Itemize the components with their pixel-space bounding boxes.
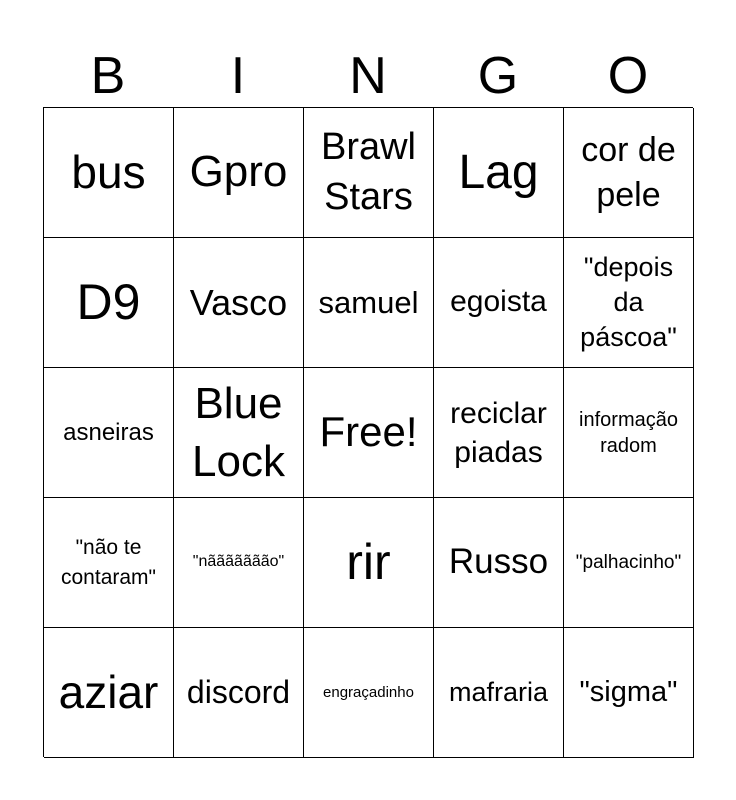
header-letter-g: G [477, 47, 519, 105]
cell-label: "depois da páscoa" [580, 251, 677, 353]
cell-label: reciclar piadas [450, 396, 547, 469]
bingo-cell[interactable] [304, 628, 434, 758]
bingo-cell[interactable] [564, 108, 694, 238]
bingo-cell[interactable] [434, 108, 564, 238]
cell-label: bus [71, 146, 146, 199]
bingo-cell[interactable] [434, 628, 564, 758]
bingo-cell[interactable] [44, 498, 174, 628]
cell-label: Blue Lock [192, 379, 285, 486]
bingo-cell[interactable] [564, 628, 694, 758]
cell-label: Lag [458, 145, 539, 199]
bingo-cell[interactable] [434, 498, 564, 628]
cell-label: Russo [448, 542, 549, 582]
cell-label: informação radom [579, 408, 678, 457]
cell-label: samuel [318, 284, 419, 320]
bingo-cell[interactable] [434, 368, 564, 498]
free-space-label: Free! [319, 408, 418, 456]
cell-label: "nããããããão" [192, 553, 285, 571]
header-letter-o: O [607, 47, 649, 105]
bingo-cell[interactable] [304, 108, 434, 238]
bingo-board [43, 107, 693, 757]
bingo-cell[interactable] [44, 108, 174, 238]
cell-label: Vasco [189, 281, 288, 323]
header-letter-i: I [230, 47, 246, 105]
cell-label: Brawl Stars [320, 126, 417, 218]
bingo-cell[interactable] [434, 238, 564, 368]
cell-label: cor de pele [581, 131, 676, 214]
bingo-cell[interactable] [564, 238, 694, 368]
cell-label: egoista [450, 285, 547, 319]
cell-label: rir [346, 533, 391, 590]
bingo-cell[interactable] [564, 368, 694, 498]
bingo-cell[interactable] [564, 498, 694, 628]
cell-label: aziar [58, 666, 159, 719]
cell-label: D9 [76, 273, 141, 330]
bingo-header [43, 45, 693, 107]
bingo-cell[interactable] [44, 368, 174, 498]
bingo-cell[interactable] [174, 238, 304, 368]
bingo-cell[interactable] [174, 368, 304, 498]
free-space-cell[interactable] [304, 368, 434, 498]
cell-label: mafraria [448, 676, 549, 707]
bingo-cell[interactable] [44, 628, 174, 758]
header-letter-b: B [90, 47, 126, 105]
header-letter-n: N [349, 47, 387, 105]
bingo-cell[interactable] [304, 498, 434, 628]
bingo-cell[interactable] [174, 498, 304, 628]
cell-label: engraçadinho [323, 683, 414, 701]
cell-label: discord [186, 674, 291, 711]
cell-label: asneiras [63, 418, 154, 446]
cell-label: "palhacinho" [575, 551, 682, 573]
cell-label: "não te contaram" [61, 536, 156, 589]
cell-label: "sigma" [579, 675, 678, 708]
bingo-cell[interactable] [44, 238, 174, 368]
bingo-cell[interactable] [304, 238, 434, 368]
bingo-cell[interactable] [174, 628, 304, 758]
cell-label: Gpro [189, 147, 288, 197]
bingo-cell[interactable] [174, 108, 304, 238]
